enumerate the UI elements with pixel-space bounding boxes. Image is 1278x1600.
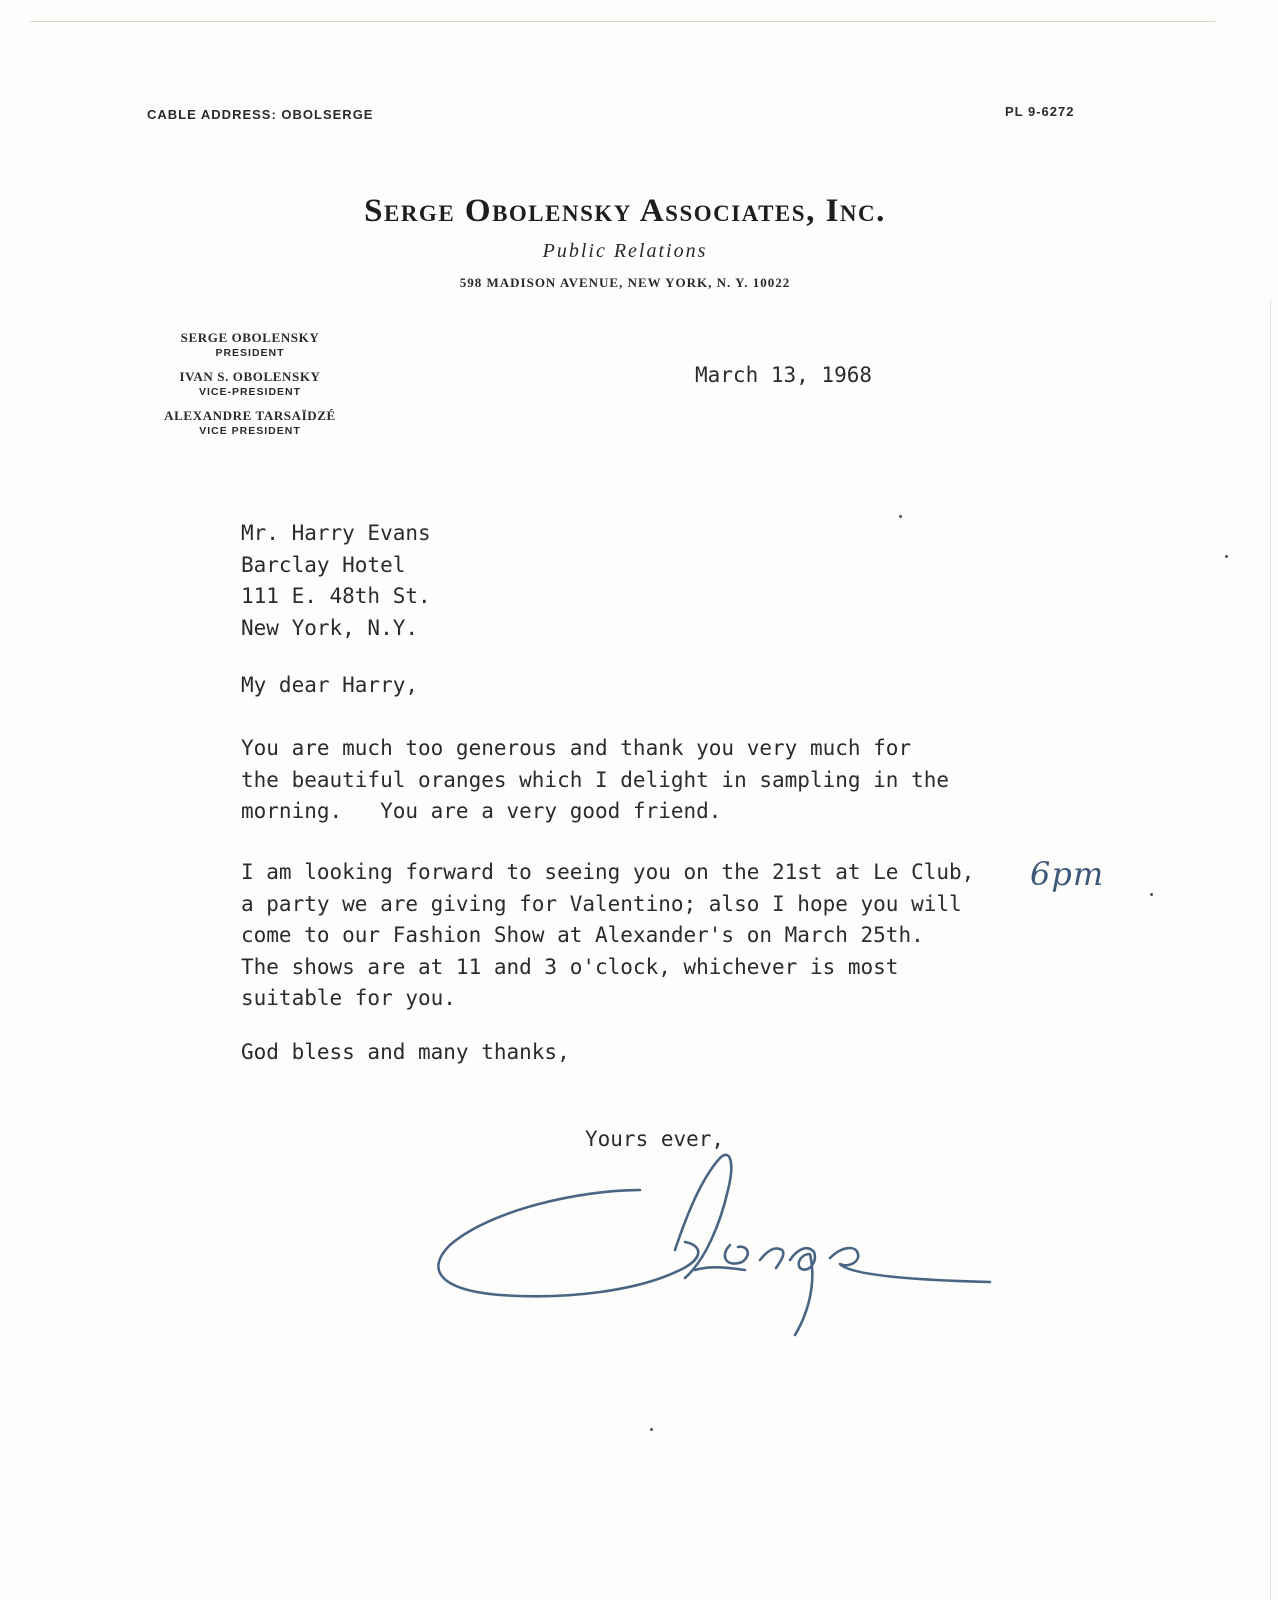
salutation: My dear Harry, [241,673,419,697]
body-line: a party we are giving for Valentino; also I hope you will [241,891,962,916]
company-name: Serge Obolensky Associates, Inc. [364,193,886,229]
officer-title: VICE PRESIDENT [199,425,301,437]
recipient-address [241,518,431,644]
paper-speck [899,515,902,518]
paper-speck [1150,893,1153,896]
handwritten-time-note: 6pm [1030,855,1105,893]
paper-speck [1225,555,1228,558]
recipient-line: Barclay Hotel [241,552,406,577]
body-line: You are much too generous and thank you very much for [241,736,912,760]
handwritten-signature [430,1150,1020,1380]
cable-address: CABLE ADDRESS: OBOLSERGE [147,107,374,122]
body-line: the beautiful oranges which I delight in sampling in the [241,767,950,792]
officer-entry [140,369,360,399]
officer-title: PRESIDENT [215,347,285,359]
officer-title: VICE-PRESIDENT [198,386,302,398]
recipient-line: Mr. Harry Evans [241,521,431,545]
phone-number: PL 9-6272 [1005,104,1075,119]
letter-date: March 13, 1968 [695,363,873,387]
valediction: Yours ever, [585,1127,725,1151]
officer-name: ALEXANDRE TARSAÏDZÉ [164,408,336,423]
recipient-line: 111 E. 48th St. [241,584,431,608]
page-right-edge [1270,300,1271,1600]
body-line: suitable for you. [241,986,456,1010]
officer-entry [140,408,360,438]
officer-entry [140,330,360,360]
body-paragraph-2 [241,857,974,1015]
closing-line: God bless and many thanks, [241,1040,570,1064]
company-address: 598 MADISON AVENUE, NEW YORK, N. Y. 10022 [459,275,791,290]
body-line: I am looking forward to seeing you on the 21st at Le Club, [241,860,975,884]
body-line: The shows are at 11 and 3 o'clock, whichever is most [241,954,899,979]
officer-name: SERGE OBOLENSKY [180,330,320,345]
paper-speck [650,1428,653,1431]
company-subtitle: Public Relations [542,240,708,262]
officer-name: IVAN S. OBOLENSKY [179,369,321,384]
recipient-line: New York, N.Y. [241,615,419,640]
body-line: come to our Fashion Show at Alexander's on March 25th. [241,923,924,947]
body-line: morning. You are a very good friend. [241,799,722,823]
body-paragraph-1 [241,733,949,828]
officers-list [140,330,360,447]
page-top-edge [30,21,1215,22]
